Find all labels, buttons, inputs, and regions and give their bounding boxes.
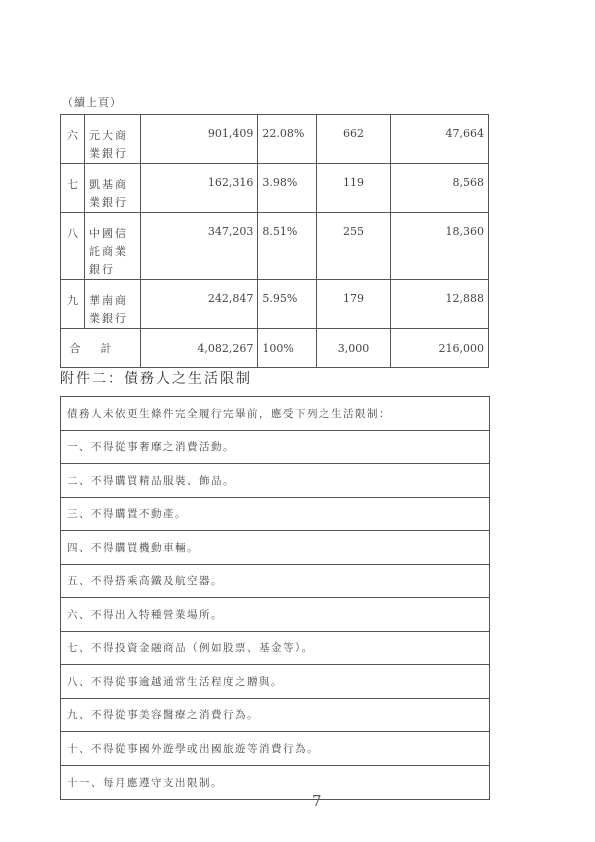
restriction-item: 九、不得從事美容醫療之消費行為。 <box>61 699 489 733</box>
count-cell: 179 <box>317 280 390 329</box>
total-cell: 47,664 <box>390 115 488 164</box>
count-cell: 119 <box>317 164 390 213</box>
amount-cell: 347,203 <box>141 213 258 280</box>
restriction-item: 二、不得購買精品服裝、飾品。 <box>61 464 489 498</box>
restriction-item: 六、不得出入特種營業場所。 <box>61 598 489 632</box>
table-row <box>61 115 489 164</box>
page-number: 7 <box>312 792 322 810</box>
continued-note: （續上頁） <box>62 96 122 109</box>
total-cell: 18,360 <box>390 213 488 280</box>
table-row <box>61 280 489 329</box>
amount-cell: 162,316 <box>141 164 258 213</box>
row-index: 七 <box>61 164 85 213</box>
amount-cell: 901,409 <box>141 115 258 164</box>
bank-name: 華南商業銀行 <box>85 280 141 329</box>
count-cell: 662 <box>317 115 390 164</box>
restriction-item: 一、不得從事奢靡之消費活動。 <box>61 431 489 465</box>
total-percent: 100% <box>258 329 317 368</box>
row-index: 九 <box>61 280 85 329</box>
table-total-row <box>61 329 489 368</box>
percent-cell: 5.95% <box>258 280 317 329</box>
bank-name: 元大商業銀行 <box>85 115 141 164</box>
restriction-item: 五、不得搭乘高鐵及航空器。 <box>61 565 489 599</box>
amount-cell: 242,847 <box>141 280 258 329</box>
table-row <box>61 213 489 280</box>
total-cell: 8,568 <box>390 164 488 213</box>
restriction-item: 三、不得購置不動產。 <box>61 498 489 532</box>
restriction-item: 八、不得從事逾越通常生活程度之贈與。 <box>61 665 489 699</box>
section-title: 附件二：債務人之生活限制 <box>60 371 252 387</box>
bank-name: 中國信託商業銀行 <box>85 213 141 280</box>
percent-cell: 3.98% <box>258 164 317 213</box>
restriction-item: 十、不得從事國外遊學或出國旅遊等消費行為。 <box>61 732 489 766</box>
count-cell: 255 <box>317 213 390 280</box>
restriction-intro: 債務人未依更生條件完全履行完畢前，應受下列之生活限制： <box>61 397 489 431</box>
restrictions-table <box>60 396 490 800</box>
total-label: 合計 <box>61 329 141 368</box>
bank-allocation-table <box>60 114 489 368</box>
bank-name: 凱基商業銀行 <box>85 164 141 213</box>
row-index: 六 <box>61 115 85 164</box>
percent-cell: 22.08% <box>258 115 317 164</box>
total-sum: 216,000 <box>390 329 488 368</box>
total-cell: 12,888 <box>390 280 488 329</box>
percent-cell: 8.51% <box>258 213 317 280</box>
restriction-item: 四、不得購買機動車輛。 <box>61 531 489 565</box>
restriction-item: 十一、每月應遵守支出限制。 <box>67 776 223 789</box>
row-index: 八 <box>61 213 85 280</box>
total-amount: 4,082,267 <box>141 329 258 368</box>
restriction-item: 七、不得投資金融商品（例如股票、基金等）。 <box>61 632 489 666</box>
table-row <box>61 164 489 213</box>
total-count: 3,000 <box>317 329 390 368</box>
